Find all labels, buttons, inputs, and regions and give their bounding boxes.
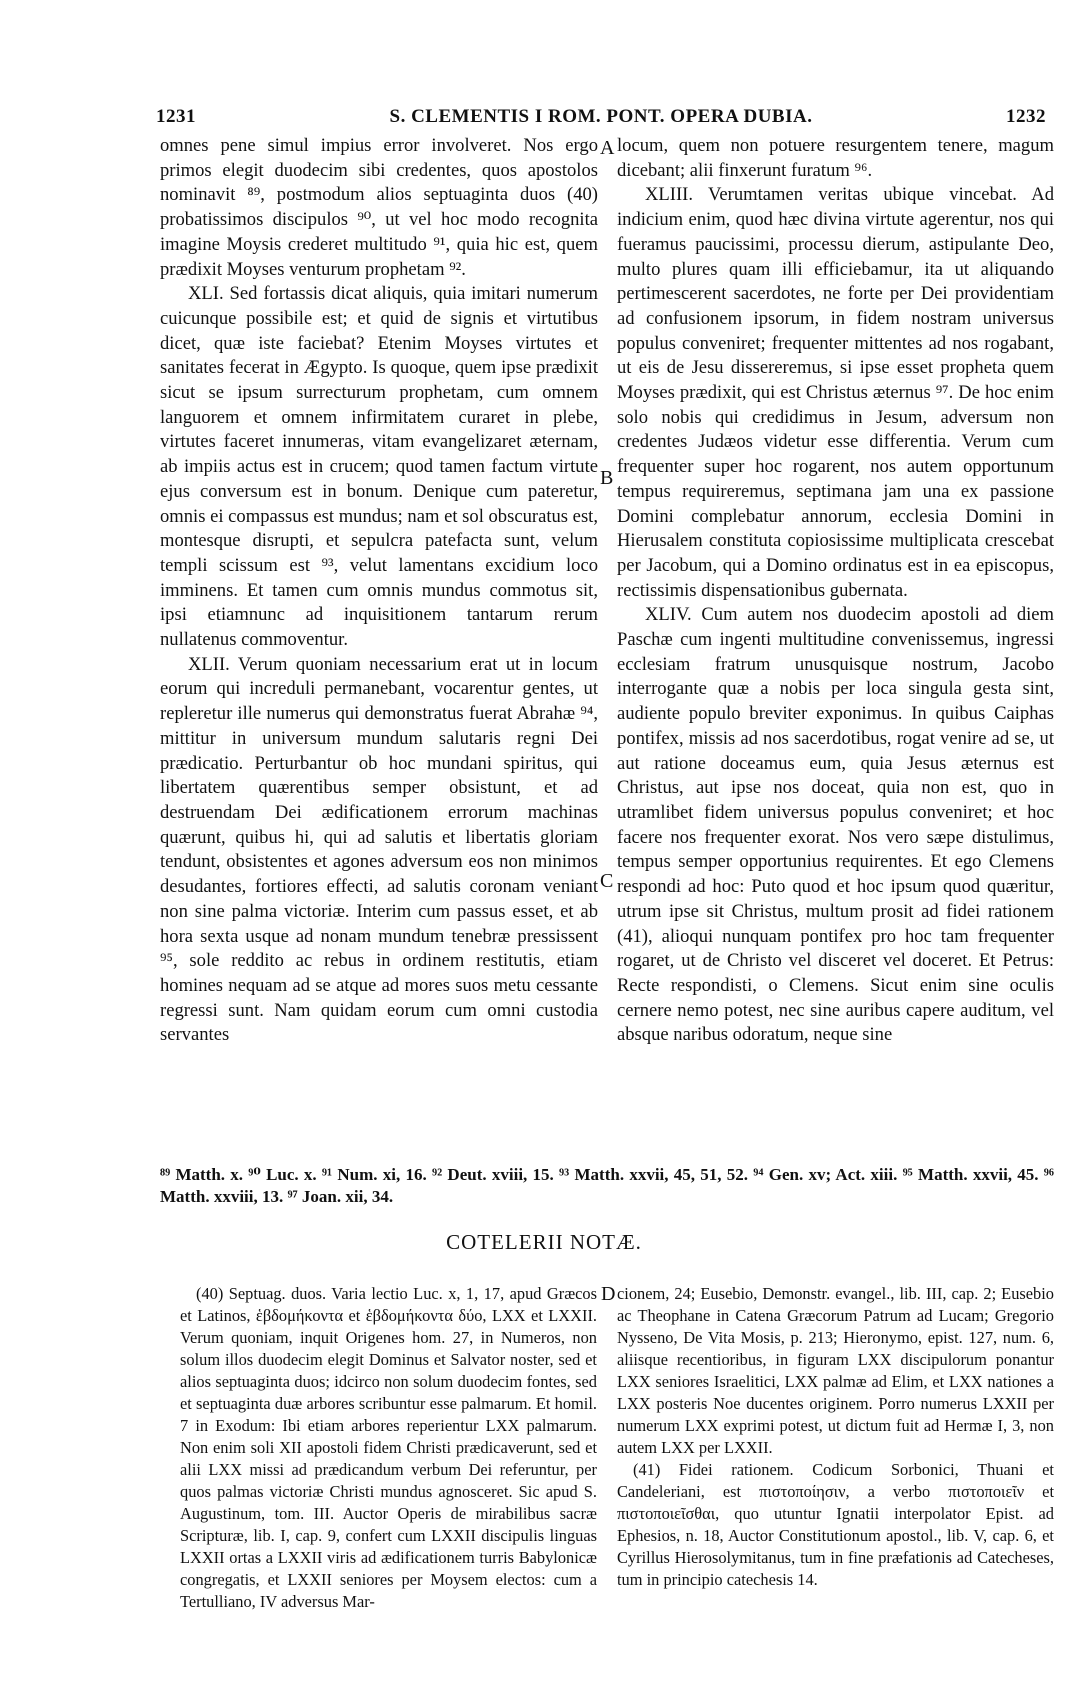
margin-letter-b: B bbox=[600, 467, 614, 489]
running-title: S. CLEMENTIS I ROM. PONT. OPERA DUBIA. bbox=[389, 106, 813, 127]
right-text-column bbox=[617, 134, 1054, 1048]
paragraph-xli: XLI. Sed fortassis dicat aliquis, quia imitari numerum cuicunque possibile est; et quid de signis et virtutibus dicet, quæ iste faciebat? Etenim Moyses virtutes et sanitates fecerat in Ægypto. Is quoque, quem ipse prædixit sicut se ipsum surrecturum prophetam, cum omnem languorem et omnem infirmitatem curaret in plebe, virtutes faceret innumeras, vitam evangelizaret æternam, ab impiis actus est in crucem; quod tamen factum virtute ejus conversum est in bonum. Denique cum pateretur, omnis ei compassus est mundus; nam et sol obscuratus est, montesque disrupti, et sepulcra patefacta sunt, velum templi scissum est ⁹³, velut lamentans excidium loco imminens. Et tamen cum omnis mundus commotus sit, ipsi etiamnunc ad inquisitionem tantarum rerum nullatenus commoventur. bbox=[160, 283, 598, 651]
margin-letter-c: C bbox=[600, 870, 614, 892]
note-41: (41) Fidei rationem. Codicum Sorbonici, Thuani et Candeleriani, est πιστοποίησιν, a verbo πιστοποιεῖν et πιστοποιεῖσθαι, quo utuntur Ignatii interpolator Epist. ad Ephesios, n. 18, Auctor Constitutionum apostol., lib. V, cap. 6, et Cyrillus Hierosolymitanus, tum in fine præfationis ad Catecheses, tum in principio catechesis 14. bbox=[617, 1460, 1054, 1589]
margin-letter-d: D bbox=[601, 1283, 616, 1305]
note-40: (40) Septuag. duos. Varia lectio Luc. x, 1, 17, apud Græcos et Latinos, ἑβδομήκοντα et ἑβδομήκοντα δύο, LXX et LXXII. Verum quoniam, inquit Origenes hom. 27, in Numeros, non solum illos duodecim elegit Dominus et Salvator noster, sed et alios septuaginta duos; idcirco non solum duodecim fontes, sed et septuaginta duæ arbores scribuntur esse palmarum. Et homil. 7 in Exodum: Ibi etiam arbores reperientur LXX palmarum. Non enim soli XII apostoli fidem Christi prædicaverunt, sed et alii LXX missi ad prædicandum verbum Dei referuntur, per quos palmas victoriæ Christi mundus agnosceret. Sic apud S. Augustinum, tom. III. Auctor Operis de mirabilibus sacræ Scripturæ, lib. I, cap. 9, confert cum LXXII discipulis linguas LXXII ortas a LXXII viris ad ædificationem turris Babylonicæ congregatis, et LXXII seniores per Moysem electos: cum a Tertulliano, IV adversus Mar- bbox=[180, 1284, 597, 1611]
page-header bbox=[156, 106, 1046, 132]
margin-letter-a: A bbox=[600, 137, 615, 159]
paragraph: omnes pene simul impius error involveret. Nos ergo primos elegit duodecim sibi credentes, quos apostolos nominavit ⁸⁹, postmodum alios septuaginta duos (40) probatissimos discipulos ⁹⁰, ut vel hoc modo recognita imagine Moysis crederet multitudo ⁹¹, quia hic est, quem prædixit Moyses venturum prophetam ⁹². bbox=[160, 135, 598, 280]
paragraph-xlii: XLII. Verum quoniam necessarium erat ut in locum eorum qui increduli permanebant, vocarentur gentes, ut repleretur ille numerus qui demonstratus fuerat Abrahæ ⁹⁴, mittitur in universum mundum salutaris regni Dei prædicatio. Perturbantur ob hoc mundani spiritus, qui libertatem quærentibus semper obsistunt, et ad destruendam Dei ædificationem errorum machinas quærunt, quibus hi, qui ad salutis et libertatis gloriam tendunt, obsistentes et agones adversum eos non minimos desudantes, fortiores effecti, ad salutis coronam veniant non sine palma victoriæ. Interim cum passus esset, et ab hora sexta usque ad nonam mundum tenebræ pressissent ⁹⁵, sole reddito ac rebus in ordinem restitutis, etiam homines nequam ad se atque ad mores suos metu cessante regressi sunt. Nam quidam eorum cum omni custodia servantes bbox=[160, 653, 598, 1046]
right-page-number: 1232 bbox=[1006, 106, 1046, 127]
note-40-continued: cionem, 24; Eusebio, Demonstr. evangel., lib. III, cap. 2; Eusebio ac Theophane in Catena Græcorum Patrum ad Lucam; Gregorio Nysseno, De Vita Mosis, p. 213; Hieronymo, epist. 127, num. 6, aliisque recentioribus, in figuram LXX discipulorum ponantur LXX seniores Israelitici, LXX palmæ ad Elim, et LXX nationes a LXX posteris Noe ducentes originem. Porro numerus LXXII per numerum LXX exprimi potest, ut dictum fuit ad Hermæ I, 3, non autem LXX per LXXII. bbox=[617, 1284, 1054, 1457]
notes-heading: COTELERII NOTÆ. bbox=[446, 1230, 642, 1254]
paragraph: locum, quem non potuere resurgentem tenere, magum dicebant; alii finxerunt furatum ⁹⁶. bbox=[617, 135, 1054, 181]
paragraph-xliii: XLIII. Verumtamen veritas ubique vincebat. Ad indicium enim, quod hæc divina virtute agerentur, nos qui fueramus paucissimi, processu dierum, astipulante Deo, multo plures quam illi efficiebamur, ita ut aliquando pertimescerent sacerdotes, ne forte per Dei providentiam ad confusionem ipsorum, in fidem nostram universus populus conveniret; frequenter mittentes ad nos rogabant, ut eis de Jesu dissereremus, si ipse esset propheta quem Moyses prædixit, qui est Christus æternus ⁹⁷. De hoc enim solo nobis qui credidimus in Jesum, adversum non credentes Judæos videtur esse differentia. Verum cum frequenter super hoc rogarent, nos autem opportunum tempus requireremus, septimana jam una ex passione Domini complebatur annorum, ecclesia Domini in Hierusalem constituta copiosissime multiplicata crescebat per Jacobum, qui a Domino ordinatus est in ea episcopus, rectissimis dispensationibus gubernata. bbox=[617, 184, 1054, 601]
left-text-column bbox=[160, 134, 598, 1048]
scripture-footnotes: ⁸⁹ Matth. x. ⁹⁰ Luc. x. ⁹¹ Num. xi, 16. ⁹² Deut. xviii, 15. ⁹³ Matth. xxvii, 45, 51, 52. ⁹⁴ Gen. xv; Act. xiii. ⁹⁵ Matth. xxvii, 45. ⁹⁶ Matth. xxviii, 13. ⁹⁷ Joan. xii, 34. bbox=[160, 1165, 1054, 1206]
left-page-number: 1231 bbox=[156, 106, 196, 127]
notes-left-column bbox=[180, 1283, 597, 1613]
notes-right-column bbox=[617, 1283, 1054, 1591]
paragraph-xliv: XLIV. Cum autem nos duodecim apostoli ad diem Paschæ cum ingenti multitudine convenissemus, ingressi ecclesiam fratrum unusquisque nostrum, Jacobo interrogante quæ a nobis per loca singula gesta sint, audiente populo breviter exponimus. In quibus Caiphas pontifex, missis ad nos sacerdotibus, rogat venire ad se, ut aut ratione doceamus eum, quia Jesus æternus est Christus, aut ipse nos doceat, quia non est, quo in utramlibet fidem universus populus conveniret; et hoc facere nos frequenter exorat. Nos vero sæpe distulimus, tempus semper opportunius requirentes. Et ego Clemens respondi ad hoc: Puto quod et hoc ipsum quod quæritur, utrum ipse sit Christus, multum prosit ad fidei rationem (41), alioqui nunquam pontifex pro hoc tam frequenter rogaret, ut de Christo vel disceret vel doceret. Et Petrus: Recte respondisti, o Clemens. Sicut enim sine oculis cernere nemo potest, nec sine auribus capere auditum, vel absque naribus odoratum, neque sine bbox=[617, 604, 1054, 1046]
